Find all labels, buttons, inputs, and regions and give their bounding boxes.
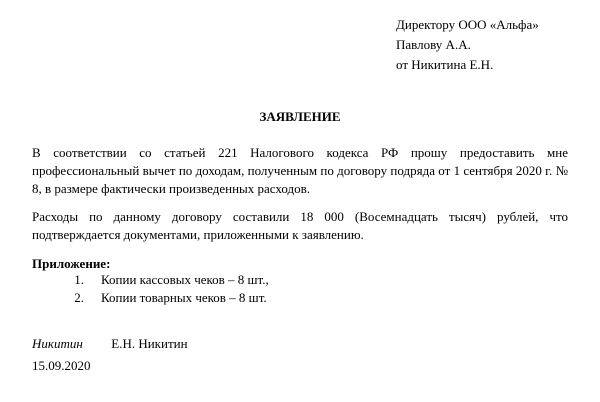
signature-row bbox=[32, 335, 188, 353]
body-paragraph-1: В соответствии со статьей 221 Налогового кодекса РФ прошу предоставить мне профессиональный вычет по доходам, полученным по договору подряда от 1 сентября 2020 г. № 8, в размере фактически произведенных расходов. bbox=[32, 145, 568, 196]
list-item-text: Копии товарных чеков – 8 шт. bbox=[101, 290, 267, 305]
attachments-heading: Приложение: bbox=[32, 256, 111, 271]
body-paragraph-2: Расходы по данному договору составили 18 000 (Восемнадцать тысяч) рублей, что подтверждается документами, приложенными к заявлению. bbox=[32, 209, 568, 242]
list-item bbox=[32, 289, 269, 307]
recipient-name: Павлову А.А. bbox=[396, 37, 471, 52]
list-item-text: Копии кассовых чеков – 8 шт., bbox=[101, 272, 269, 287]
list-item-number: 2. bbox=[74, 290, 84, 305]
sender-name: от Никитина Е.Н. bbox=[396, 57, 494, 72]
document-date: 15.09.2020 bbox=[32, 358, 91, 373]
list-item-number: 1. bbox=[74, 272, 84, 287]
recipient-block bbox=[396, 15, 539, 75]
list-item bbox=[32, 271, 269, 289]
attachments-list bbox=[32, 271, 269, 307]
signer-name: Е.Н. Никитин bbox=[111, 336, 188, 351]
document-title: ЗАЯВЛЕНИЕ bbox=[259, 109, 341, 124]
handwritten-signature: Никитин bbox=[32, 336, 83, 351]
recipient-position: Директору ООО «Альфа» bbox=[396, 17, 539, 32]
